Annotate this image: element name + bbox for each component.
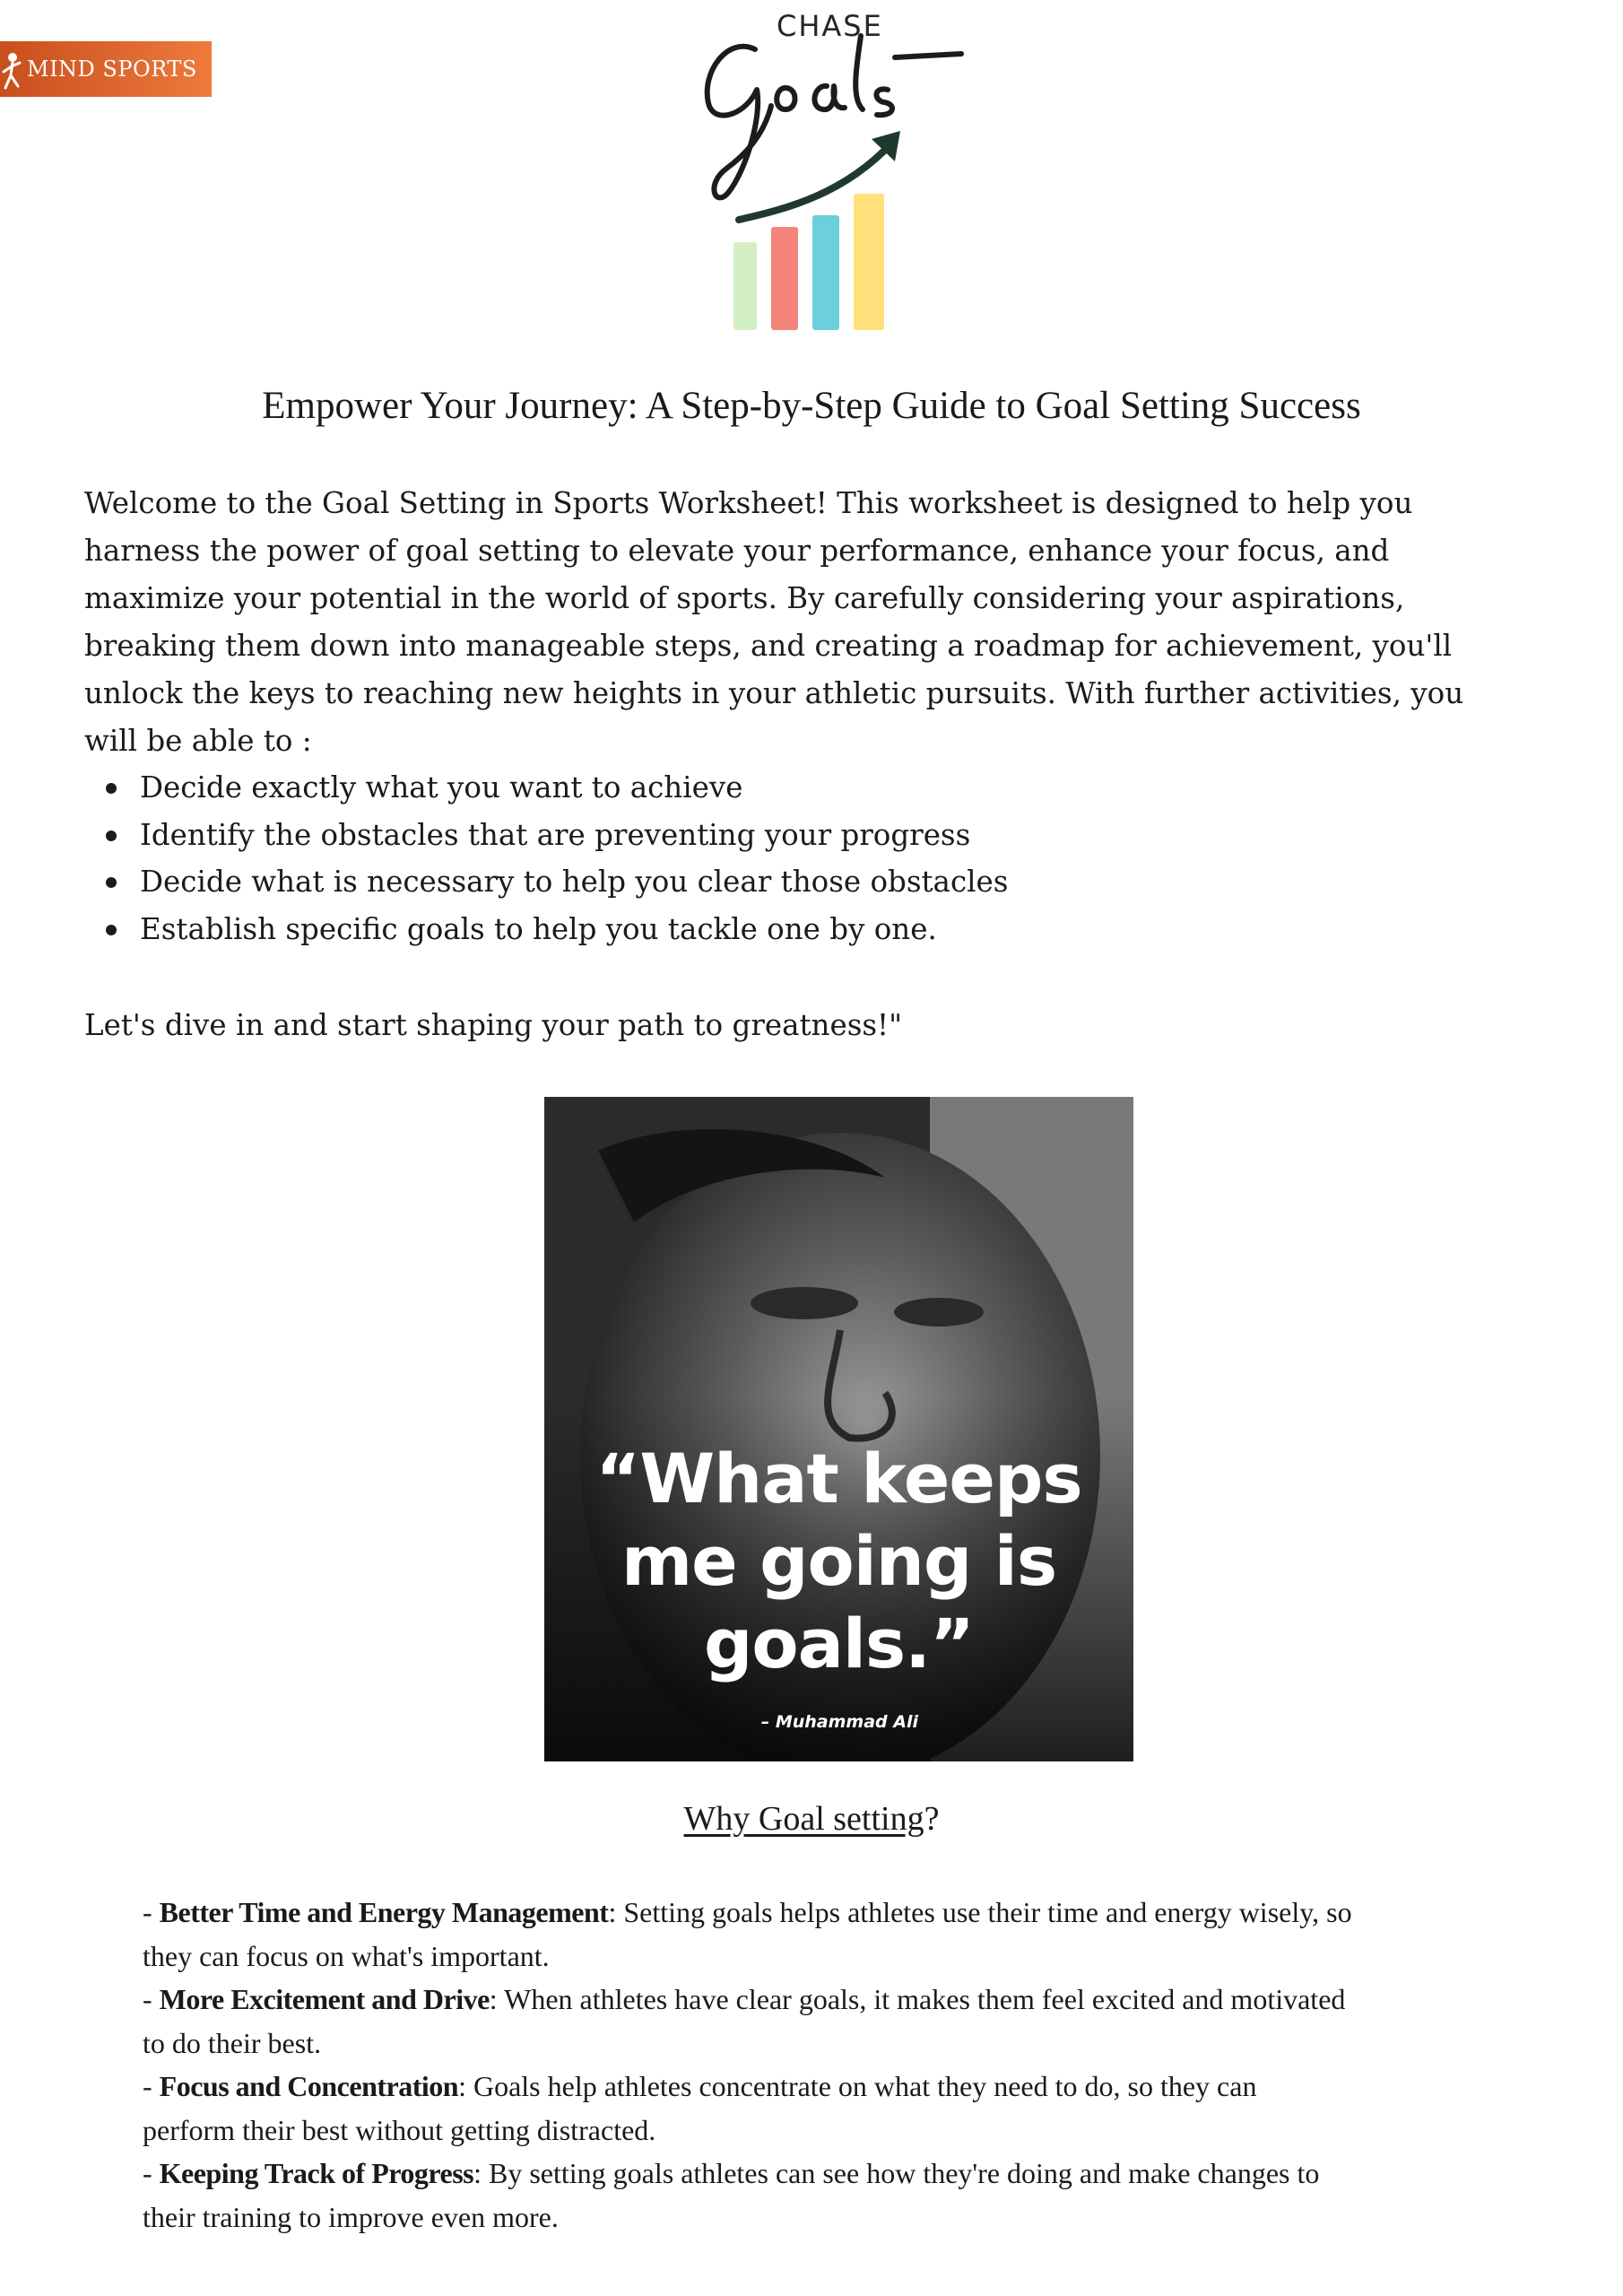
reason-prefix: -: [143, 2157, 160, 2189]
chase-goals-logo: [692, 0, 979, 341]
reasons-list: [143, 1891, 1577, 2239]
bullet-icon: [106, 877, 117, 888]
reason-term: Keeping Track of Progress: [159, 2157, 474, 2189]
page-title: Empower Your Journey: A Step-by-Step Guide to Goal Setting Success: [262, 385, 1361, 427]
intro-line: breaking them down into manageable steps, and creating a roadmap for achievement, you'll: [84, 629, 1453, 663]
reason-text: : By setting goals athletes can see how they're doing and make changes to: [473, 2157, 1320, 2189]
intro-line: will be able to :: [84, 724, 312, 758]
quote-line: goals.”: [703, 1604, 974, 1683]
reason-text: their training to improve even more.: [143, 2200, 559, 2233]
reason-prefix: -: [143, 1983, 160, 2015]
intro-line: Welcome to the Goal Setting in Sports Worksheet! This worksheet is designed to help you: [84, 486, 1413, 520]
list-item-text: Identify the obstacles that are preventing your progress: [140, 817, 971, 852]
quote-line: me going is: [621, 1521, 1057, 1601]
muhammad-ali-quote-image: [544, 1097, 1133, 1761]
intro-paragraph: [84, 480, 1573, 765]
list-item-text: Establish specific goals to help you tackle one by one.: [140, 911, 937, 946]
reason-item: [143, 1978, 1577, 2065]
list-item: [84, 906, 1519, 953]
reason-prefix: -: [143, 1896, 160, 1928]
why-goal-setting-heading: [0, 1799, 1623, 1839]
chase-logo-text: CHASE: [777, 9, 883, 43]
list-item: [84, 764, 1519, 812]
heading-suffix: ?: [924, 1800, 940, 1838]
reason-text: : Setting goals helps athletes use their time and energy wisely, so: [608, 1896, 1352, 1928]
mind-sports-logo: [0, 41, 212, 97]
reason-item: [143, 2065, 1577, 2152]
list-item-text: Decide exactly what you want to achieve: [140, 770, 743, 804]
intro-line: harness the power of goal setting to elevate your performance, enhance your focus, and: [84, 534, 1390, 568]
reason-text: they can focus on what's important.: [143, 1939, 550, 1972]
intro-line: unlock the keys to reaching new heights in your athletic pursuits. With further activities, you: [84, 676, 1464, 710]
reason-term: More Excitement and Drive: [159, 1983, 490, 2015]
list-item: [84, 812, 1519, 859]
list-item: [84, 858, 1519, 906]
reason-text: to do their best.: [143, 2026, 322, 2059]
reason-text: : When athletes have clear goals, it makes them feel excited and motivated: [489, 1983, 1346, 2015]
reason-item: [143, 1891, 1577, 1978]
quote-line: “What keeps: [595, 1439, 1082, 1518]
reason-text: perform their best without getting distracted.: [143, 2113, 656, 2146]
quote-text: [544, 1438, 1133, 1685]
intro-line: maximize your potential in the world of sports. By carefully considering your aspirations,: [84, 581, 1405, 615]
reason-text: : Goals help athletes concentrate on what they need to do, so they can: [458, 2070, 1257, 2102]
bullet-icon: [106, 925, 117, 935]
bullet-icon: [106, 783, 117, 794]
list-item-text: Decide what is necessary to help you clear those obstacles: [140, 865, 1009, 899]
quote-author: – Muhammad Ali: [760, 1712, 918, 1732]
athlete-figure-icon: [0, 41, 30, 97]
goals-bullet-list: [84, 764, 1519, 952]
closing-line: Let's dive in and start shaping your path to greatness!": [84, 1008, 903, 1042]
reason-term: Focus and Concentration: [159, 2070, 459, 2102]
reason-item: [143, 2152, 1577, 2239]
reason-prefix: -: [143, 2070, 160, 2102]
reason-term: Better Time and Energy Management: [159, 1896, 609, 1928]
goals-script-graphic: [692, 0, 979, 341]
bullet-icon: [106, 831, 117, 841]
heading-underlined-text: Why Goal setting: [683, 1800, 924, 1838]
brand-logo-text: MIND SPORTS: [27, 57, 197, 82]
